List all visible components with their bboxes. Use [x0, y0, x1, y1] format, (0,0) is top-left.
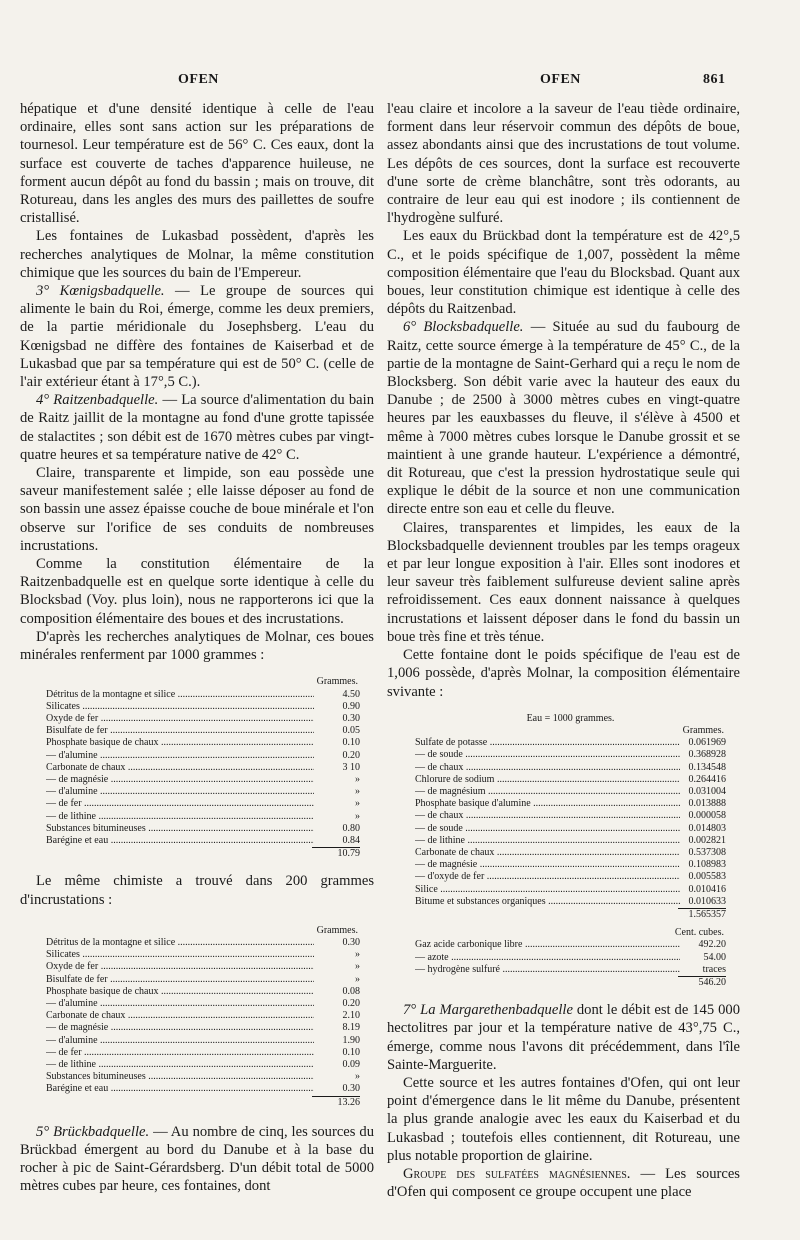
row-label: Détritus de la montagne et silice ..... — [46, 937, 314, 949]
table-row — [415, 823, 726, 835]
row-value: 2.10 — [342, 1010, 360, 1022]
table-row — [46, 1047, 360, 1059]
row-label: Oxyde de fer ..... — [46, 961, 314, 973]
row-value: 0.30 — [342, 712, 360, 724]
paragraph: 6° Blocksbadquelle. — Située au sud du faubourg de Raitz, cette source émerge à la température de 45° C., de la partie de la montagne de Saint-Gerhard qui a reçu le nom de Blocksberg. Son débit varie avec la hauteur des eaux du Danube ; de 2500 à 3000 mètres cubes en vingt-quatre heures par les eauxbasses du fleuve, il s'élève à 4500 et même à 7000 mètres cubes lorsque le Danube grossit et se maintient à une grande hauteur. L'expérience a démontré, dit Rotureau, que c'est la pression hydrostatique seule qui explique le débit de la source et non une communication directe entre son eau et celle du fleuve. — [387, 319, 740, 518]
paragraph: l'eau claire et incolore a la saveur de l'eau tiède ordinaire, forment dans leur réservoir commun des dépôts de boue, assez abondants ainsi que des incrustations de tout volume. Les dépôts de ces sources, dont la surface est recouverte d'une sorte de crème blanchâtre, sont très odorants, au contraire de leur eau qui est inodore ; ils contiennent de l'hydrogène sulfuré. — [387, 101, 740, 227]
row-label: — hydrogène sulfuré ..... — [415, 964, 680, 976]
row-label: — de magnésie ..... — [46, 774, 314, 786]
row-label: — d'alumine ..... — [46, 998, 314, 1010]
table-row — [46, 1059, 360, 1071]
paragraph: hépatique et d'une densité identique à celle de l'eau ordinaire, elles sont sans action sur les préparations de tournesol. Leur température est de 56° C. Ces eaux, dont la surface est couverte de taches d'apparence huileuse, ne forment aucun dépôt au fond du bassin ; mais on trouve, dit Rotureau, dans les angles des murs des paillettes de soufre cristallisé. — [20, 101, 374, 227]
table-unit: Grammes. — [682, 724, 724, 736]
row-label: Sulfate de potasse ..... — [415, 737, 680, 749]
table-row — [415, 737, 726, 749]
table-row — [46, 974, 360, 986]
composition-table-eau — [415, 713, 726, 921]
table-row — [415, 884, 726, 896]
row-label: Bitume et substances organiques ..... — [415, 896, 680, 908]
row-value: 0.010416 — [688, 883, 726, 895]
table-row — [46, 937, 360, 949]
table-row — [46, 1071, 360, 1083]
row-value: 0.031004 — [688, 785, 726, 797]
row-value: 0.061969 — [688, 737, 726, 749]
row-value: » — [355, 773, 360, 785]
table-row — [46, 1083, 360, 1095]
table-row — [46, 1010, 360, 1022]
table-rows — [46, 689, 360, 848]
row-label: — de lithine ..... — [46, 1059, 314, 1071]
row-value: traces — [702, 963, 726, 975]
row-value: » — [355, 1071, 360, 1083]
composition-table-incrustations — [46, 925, 360, 1109]
table-row — [415, 786, 726, 798]
row-value: 0.84 — [342, 834, 360, 846]
row-label: — azote ..... — [415, 952, 680, 964]
row-label: — de lithine ..... — [46, 811, 314, 823]
row-value: 3 10 — [342, 761, 360, 773]
table-unit: Cent. cubes. — [674, 927, 724, 939]
running-head-right: OFEN — [540, 72, 581, 87]
table-row — [46, 689, 360, 701]
row-label: — d'oxyde de fer ..... — [415, 871, 680, 883]
table-row — [46, 737, 360, 749]
table-row — [46, 750, 360, 762]
row-value: 1.90 — [342, 1034, 360, 1046]
row-label: Détritus de la montagne et silice ..... — [46, 689, 314, 701]
table-row — [46, 762, 360, 774]
table-row — [415, 859, 726, 871]
row-value: 8.19 — [342, 1022, 360, 1034]
table-row — [46, 713, 360, 725]
gas-table — [415, 927, 726, 989]
paragraph: Cette source et les autres fontaines d'Ofen, qui ont leur point d'émergence dans le lit même du Danube, présentent la plus grande analogie avec les eaux du Kaiserbad et du Lukasbad ; toutefois elles contiennent, dit Rotureau, une plus notable proportion de glairine. — [387, 1074, 740, 1164]
row-value: » — [355, 961, 360, 973]
table-unit: Grammes. — [316, 676, 358, 688]
row-value: 0.09 — [342, 1058, 360, 1070]
paragraph: 4° Raitzenbadquelle. — La source d'alimentation du bain de Raitz jaillit de la montagne au fond d'une grotte tapissée de stalactites ; son débit est de 1670 mètres cubes par vingt-quatre heures et sa température native de 42° C. — [20, 392, 374, 463]
table-row — [46, 811, 360, 823]
table-row — [415, 749, 726, 761]
row-label: Chlorure de sodium ..... — [415, 774, 680, 786]
row-label: — de fer ..... — [46, 1047, 314, 1059]
row-value: » — [355, 798, 360, 810]
table-total: 10.79 — [46, 847, 360, 860]
table-row — [415, 847, 726, 859]
paragraph: Le même chimiste a trouvé dans 200 grammes d'incrustations : — [20, 873, 374, 908]
table-row — [46, 774, 360, 786]
paragraph: Les eaux du Brückbad dont la température est de 42°,5 C., et le poids spécifique de 1,007, possèdent la même composition élémentaire que l'eau du Blocksbad. Quant aux boues, leur constitution chimique est identique à celle des dépôts du Raitzenbad. — [387, 228, 740, 318]
table-row — [415, 798, 726, 810]
table-row — [415, 835, 726, 847]
row-value: 0.134548 — [688, 761, 726, 773]
row-value: 0.000058 — [688, 810, 726, 822]
row-value: 0.013888 — [688, 798, 726, 810]
paragraph: Comme la constitution élémentaire de la Raitzenbadquelle est en quelque sorte identique à celle du Blocksbad (Voy. plus loin), nous ne rapporterons ici que la composition élémentaire des boues et des incrustations. — [20, 556, 374, 627]
row-value: 54.00 — [703, 951, 726, 963]
table-row — [46, 823, 360, 835]
paragraph: 5° Brückbadquelle. — Au nombre de cinq, les sources du Brückbad émergent au bord du Danube et à la base du rocher à pic de Saint-Gérardsberg. D'un débit total de 5000 mètres cubes par heure, ces fontaines, dont — [20, 1123, 374, 1195]
table-row — [46, 998, 360, 1010]
table-row — [46, 798, 360, 810]
table-row — [46, 725, 360, 737]
table-total: 1.565357 — [415, 908, 726, 921]
table-rows — [415, 737, 726, 908]
row-label: — de magnésium ..... — [415, 786, 680, 798]
table-row — [415, 810, 726, 822]
table-row — [415, 871, 726, 883]
row-label: — de chaux ..... — [415, 762, 680, 774]
paragraph: Cette fontaine dont le poids spécifique de l'eau est de 1,006 possède, d'après Molnar, la composition élémentaire svivante : — [387, 647, 740, 700]
row-label: — d'alumine ..... — [46, 786, 314, 798]
table-row — [46, 786, 360, 798]
row-value: 0.10 — [342, 737, 360, 749]
table-total: 546.20 — [415, 976, 726, 989]
section-heading: 4° Raitzenbadquelle. — [36, 392, 159, 409]
composition-table-boues — [46, 676, 360, 860]
running-head-left: OFEN — [178, 72, 219, 87]
paragraph: D'après les recherches analytiques de Molnar, ces boues minérales renferment par 1000 grammes : — [20, 628, 374, 664]
row-value: 0.537308 — [688, 846, 726, 858]
row-label: Bisulfate de fer ..... — [46, 725, 314, 737]
table-row — [46, 961, 360, 973]
table-row — [46, 1035, 360, 1047]
row-value: 0.014803 — [688, 822, 726, 834]
table-row — [46, 701, 360, 713]
row-value: » — [355, 786, 360, 798]
row-label: Barégine et eau ..... — [46, 1083, 314, 1095]
table-row — [415, 939, 726, 951]
row-label: Oxyde de fer ..... — [46, 713, 314, 725]
row-label: Silicates ..... — [46, 949, 314, 961]
row-value: » — [355, 810, 360, 822]
row-value: 0.368928 — [688, 749, 726, 761]
row-label: Substances bitumineuses ..... — [46, 823, 314, 835]
row-value: 0.30 — [342, 936, 360, 948]
row-label: Phosphate basique d'alumine ..... — [415, 798, 680, 810]
row-value: » — [355, 973, 360, 985]
row-label: Phosphate basique de chaux ..... — [46, 737, 314, 749]
table-row — [46, 949, 360, 961]
table-total: 13.26 — [46, 1096, 360, 1109]
table-row — [415, 774, 726, 786]
row-value: 4.50 — [342, 688, 360, 700]
row-value: 0.005583 — [688, 871, 726, 883]
row-label: — d'alumine ..... — [46, 750, 314, 762]
row-value: 492.20 — [698, 939, 726, 951]
row-value: » — [355, 949, 360, 961]
paragraph: Claire, transparente et limpide, son eau possède une saveur manifestement salée ; elle laisse déposer au fond de son bassin une assez épaisse couche de boue minérale et l'on observe sur l'orifice de ses conduits de nombreuses incrustations. — [20, 465, 374, 554]
row-label: Carbonate de chaux ..... — [46, 762, 314, 774]
row-value: 0.108983 — [688, 859, 726, 871]
table-row — [415, 762, 726, 774]
row-value: 0.002821 — [688, 834, 726, 846]
row-label: — de chaux ..... — [415, 810, 680, 822]
table-row — [46, 986, 360, 998]
row-label: Silice ..... — [415, 884, 680, 896]
row-label: — de soude ..... — [415, 749, 680, 761]
row-label: Barégine et eau ..... — [46, 835, 314, 847]
paragraph: 7° La Margarethenbadquelle dont le débit est de 145 000 hectolitres par jour et la température native de 43°,75 C., émerge, comme nous l'avons dit précédemment, dans l'île Sainte-Marguerite. — [387, 1002, 740, 1073]
row-value: 0.90 — [342, 700, 360, 712]
section-heading: Groupe des sulfatées magnésiennes. — [403, 1166, 631, 1182]
row-value: 0.05 — [342, 725, 360, 737]
row-value: 0.10 — [342, 1046, 360, 1058]
table-unit: Grammes. — [316, 924, 358, 936]
section-heading: 6° Blocksbadquelle. — [403, 319, 524, 336]
row-label: Silicates ..... — [46, 701, 314, 713]
row-value: 0.20 — [342, 997, 360, 1009]
row-label: — d'alumine ..... — [46, 1035, 314, 1047]
row-label: — de magnésie ..... — [46, 1022, 314, 1034]
paragraph: Les fontaines de Lukasbad possèdent, d'après les recherches analytiques de Molnar, la même constitution chimique que les sources du bain de l'Empereur. — [20, 228, 374, 281]
paragraph: 3° Kœnigsbadquelle. — Le groupe de sources qui alimente le bain du Roi, émerge, comme les deux premiers, de la partie méridionale du Josephsberg. L'eau du Kœnigsbad ne diffère des fontaines de Kaiserbad et de Lukasbad que par sa température qui est de 50° C. (celle de l'air extérieur étant à 17°,5 C.). — [20, 283, 374, 391]
row-value: 0.20 — [342, 749, 360, 761]
row-value: 0.010633 — [688, 895, 726, 907]
page-number: 861 — [703, 72, 726, 87]
table-rows — [46, 937, 360, 1096]
row-label: — de soude ..... — [415, 823, 680, 835]
paragraph: Groupe des sulfatées magnésiennes. — Les sources d'Ofen qui composent ce groupe occupent une place — [387, 1166, 740, 1201]
row-label: Phosphate basique de chaux ..... — [46, 986, 314, 998]
section-heading: 5° Brückbadquelle. — [36, 1123, 150, 1140]
table-rows — [415, 939, 726, 976]
table-row — [415, 896, 726, 908]
row-value: 0.264416 — [688, 773, 726, 785]
right-column — [387, 100, 740, 1201]
row-label: Bisulfate de fer ..... — [46, 974, 314, 986]
table-row — [46, 835, 360, 847]
row-value: 0.80 — [342, 822, 360, 834]
section-heading: 7° La Margarethenbadquelle — [403, 1002, 573, 1019]
row-value: 0.08 — [342, 985, 360, 997]
row-label: Substances bitumineuses ..... — [46, 1071, 314, 1083]
row-label: — de magnésie ..... — [415, 859, 680, 871]
row-label: Carbonate de chaux ..... — [46, 1010, 314, 1022]
table-caption: Eau = 1000 grammes. — [526, 712, 615, 724]
table-row — [415, 952, 726, 964]
row-label: Carbonate de chaux ..... — [415, 847, 680, 859]
left-column — [20, 100, 374, 1196]
row-value: 0.30 — [342, 1083, 360, 1095]
paragraph: Claires, transparentes et limpides, les eaux de la Blocksbadquelle deviennent troubles par les temps orageux et par leur longue exposition à l'air. Elles sont inodores et leur saveur très faiblement sulfureuse devient saline après refroidissement. Ces eaux donnent naissance à quelques incrustations et laissent déposer dans le fond du bassin un boue très fine et très ténue. — [387, 519, 740, 645]
table-row — [46, 1022, 360, 1034]
row-label: — de lithine ..... — [415, 835, 680, 847]
row-label: Gaz acide carbonique libre ..... — [415, 939, 680, 951]
row-label: — de fer ..... — [46, 798, 314, 810]
table-row — [415, 964, 726, 976]
section-heading: 3° Kœnigsbadquelle. — [36, 283, 165, 300]
